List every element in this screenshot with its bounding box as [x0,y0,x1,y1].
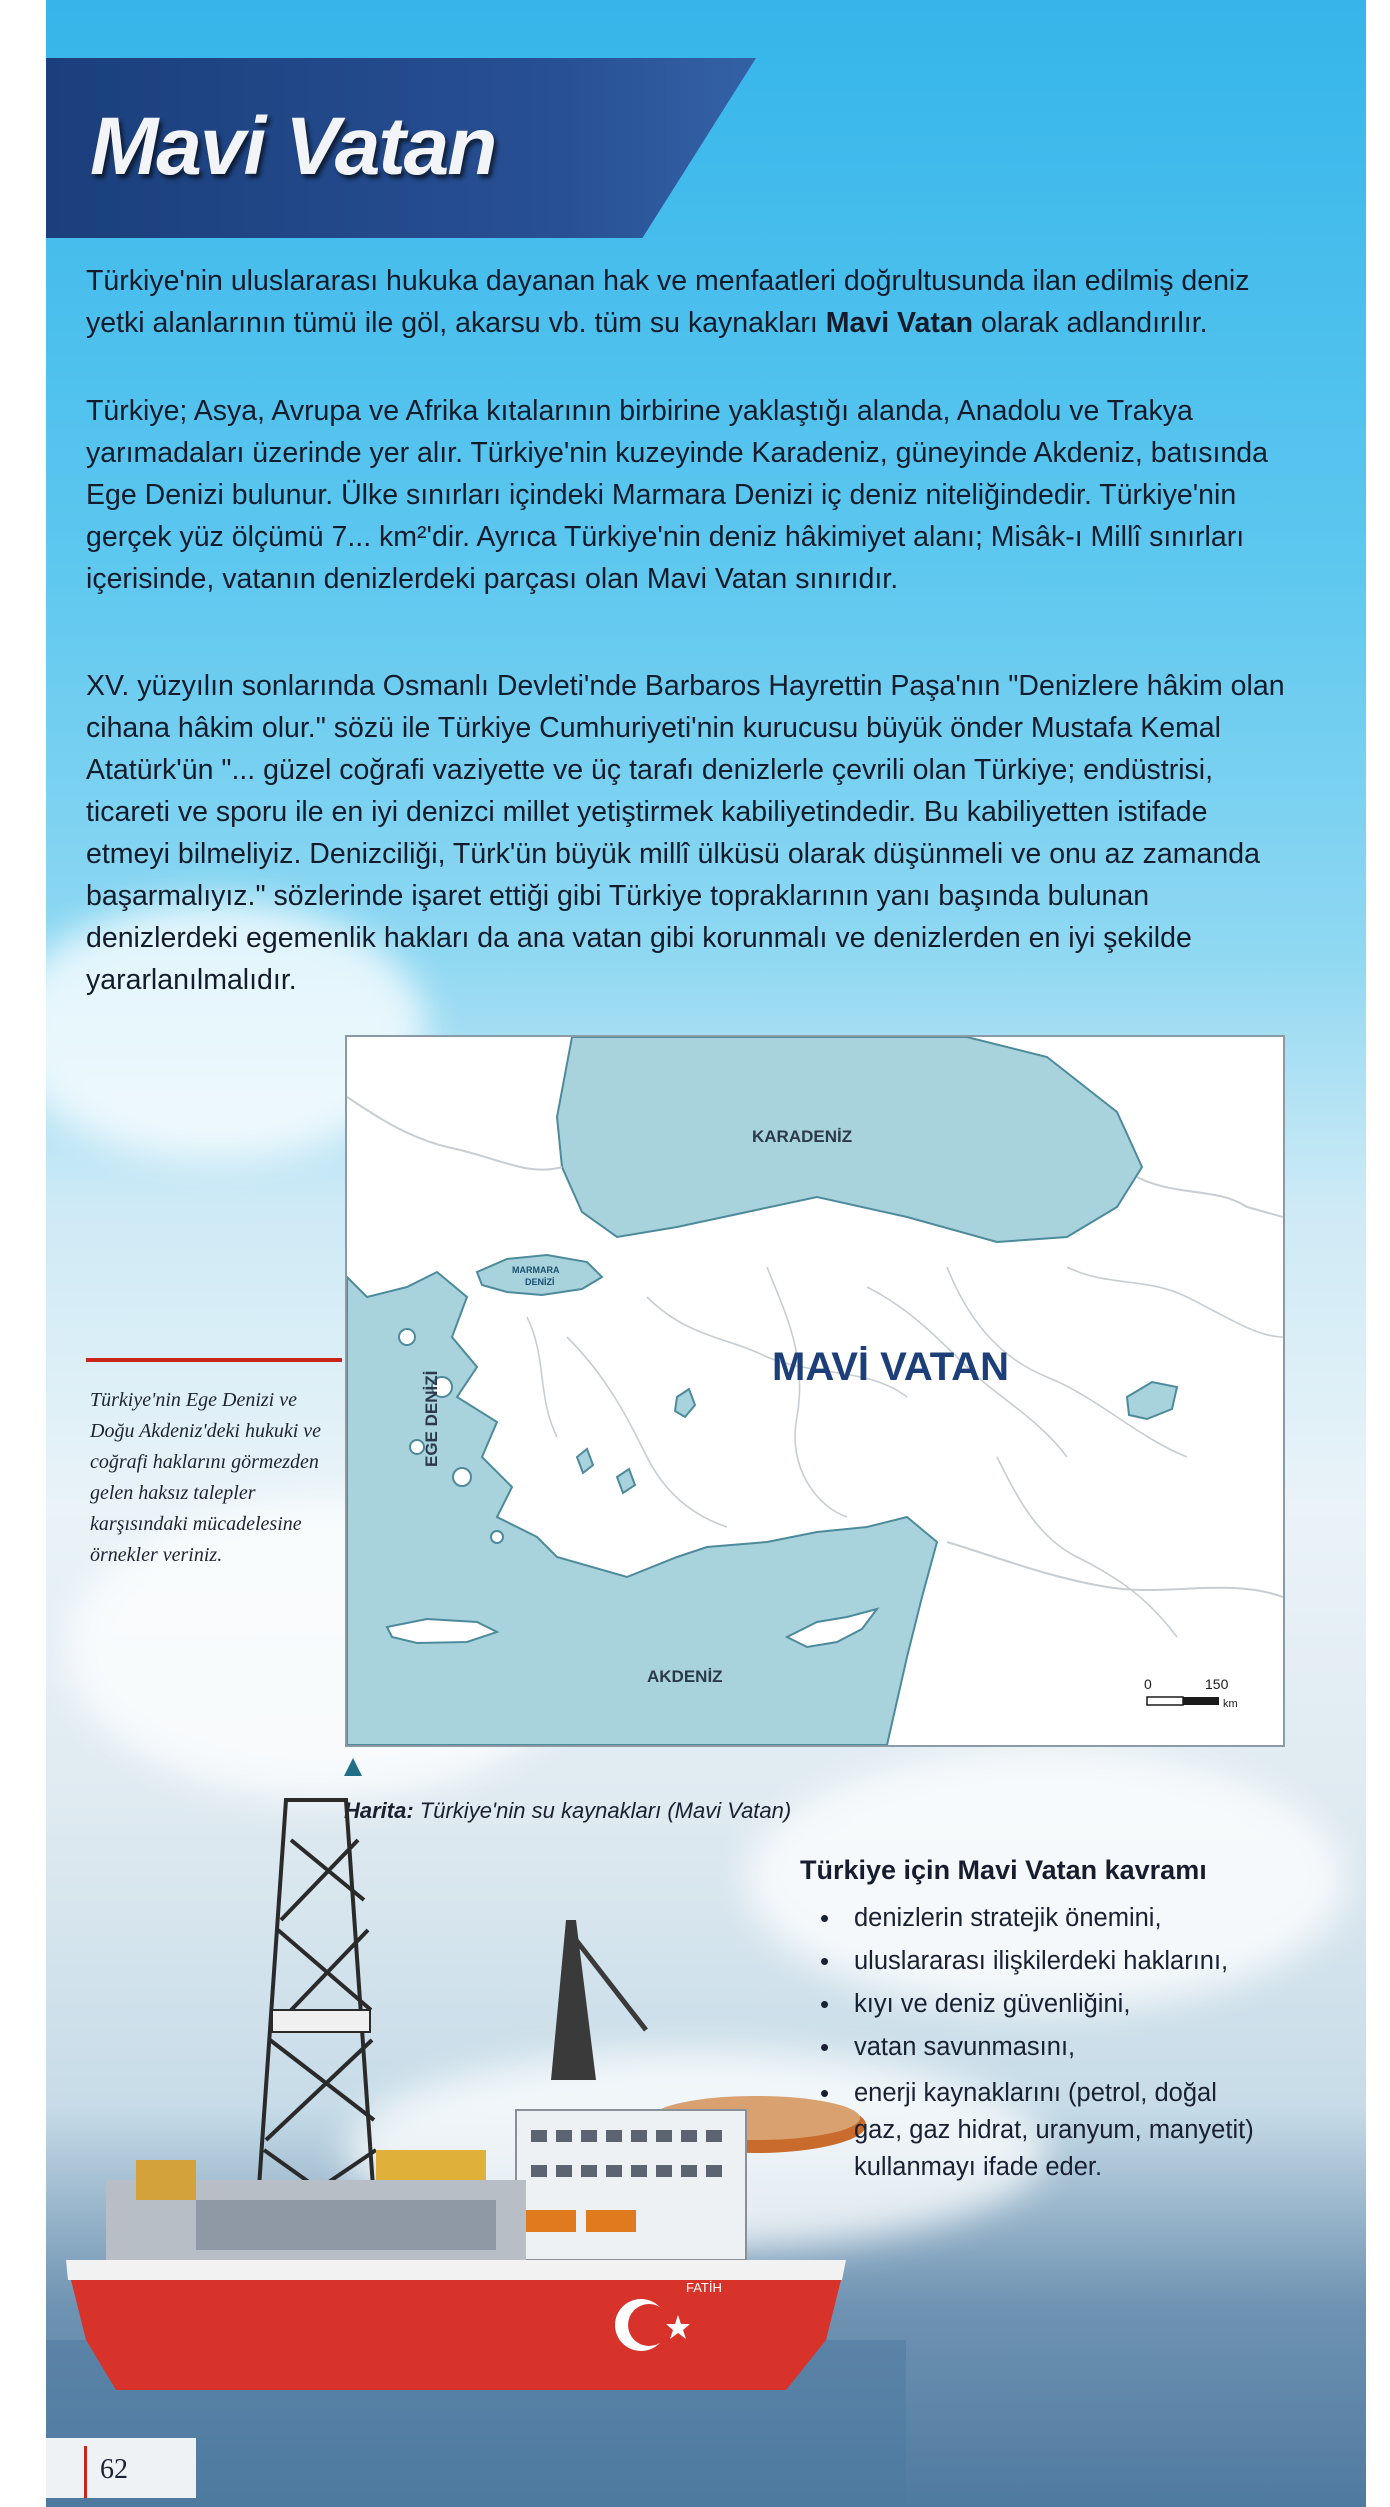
bullet-icon: • [820,1989,830,2019]
list-item-text: denizlerin stratejik önemini, [854,1904,1162,1932]
page-number: 62 [100,2454,128,2485]
paragraph-history: XV. yüzyılın sonlarında Osmanlı Devleti'nde Barbaros Hayrettin Paşa'nın "Denizlere hâkim olan cihana hâkim olur." sözü ile Türkiye Cumhuriyeti'nin kurucusu büyük önder Mustafa Kemal Atatürk'ün "... güzel coğrafi vaziyette ve üç tarafı denizlerle çevrili olan Türkiye; endüstrisi, ticareti ve sporu ile en iyi denizci millet yetiştirmek kabiliyetindedir. Bu kabiliyetten istifade etmeyi bilmeliyiz. Denizciliği, Türk'ün büyük millî ülküsü olarak düşünmeli ve onu az zamanda başarmalıyız." sözlerinde işaret ettiği gibi Türkiye topraklarının yanı başında bulunan denizlerdeki egemenlik hakları da ana vatan gibi korunmalı ve denizlerden en iyi şekilde yararlanılmalıdır. [86,670,1285,996]
concept-list [820,1897,1260,2186]
aegean-island [453,1468,471,1486]
map-svg [347,1037,1283,1745]
scale-zero: 0 [1144,1676,1152,1692]
list-item-text: kıyı ve deniz güvenliğini, [854,1990,1131,2018]
label-mavi-vatan: MAVİ VATAN [772,1345,1010,1389]
list-item [820,1897,1260,1940]
border-line [347,1097,562,1170]
bullet-icon: • [820,2078,830,2108]
ship-name: FATİH [686,2280,722,2295]
caption-triangle-icon [344,1758,362,1776]
scale-max: 150 [1205,1676,1229,1692]
drillship-svg [46,1780,906,2507]
list-item-text: vatan savunmasını, [854,2033,1076,2061]
map-caption-label: Harita: [344,1798,414,1823]
tuz-lake [675,1389,695,1417]
ege-akdeniz-water [347,1272,937,1745]
scale-unit: km [1223,1698,1238,1710]
list-item-text: enerji kaynaklarını (petrol, doğal gaz, gaz hidrat, uranyum, manyetit) kullanmayı ifade eder. [854,2079,1254,2181]
bullet-icon: • [820,2032,830,2062]
map-caption-text: Türkiye'nin su kaynakları (Mavi Vatan) [413,1798,792,1823]
label-marmara-1: MARMARA [512,1265,560,1275]
list-item [820,2026,1260,2069]
egirdir-lake [577,1449,593,1473]
beysehir-lake [617,1469,635,1493]
aegean-island [491,1531,503,1543]
label-ege: EGE DENİZİ [422,1370,441,1467]
right-margin [1366,0,1390,2507]
concept-title: Türkiye için Mavi Vatan kavramı [800,1855,1207,1885]
paragraph-definition-bold: Mavi Vatan [825,307,974,339]
paragraph-definition-b: olarak adlandırılır. [973,307,1208,339]
border-line [947,1542,1283,1597]
paragraph-geography: Türkiye; Asya, Avrupa ve Afrika kıtalarının birbirine yaklaştığı alanda, Anadolu ve Trakya yarımadaları üzerinde yer alır. Türkiye'nin kuzeyinde Karadeniz, güneyinde Akdeniz, batısında Ege Denizi bulunur. Ülke sınırları içindeki Marmara Denizi iç deniz niteliğindedir. Türkiye'nin gerçek yüz ölçümü 7... km²'dir. Ayrıca Türkiye'nin deniz hâkimiyet alanı; Misâk-ı Millî sınırları içerisinde, vatanın denizlerdeki parçası olan Mavi Vatan sınırıdır. [86,395,1269,595]
list-item [820,2075,1260,2186]
list-item-text: uluslararası ilişkilerdeki haklarını, [854,1947,1229,1975]
paragraph-definition-a: Türkiye'nin uluslararası hukuka dayanan hak ve menfaatleri doğrultusunda ilan edilmiş deniz yetki alanlarının tümü ile göl, akarsu vb. tüm su kaynakları [86,265,1250,339]
label-akdeniz: AKDENİZ [647,1667,723,1686]
aegean-island [399,1329,415,1345]
side-note-rule [86,1358,342,1362]
map-mavi-vatan [345,1035,1285,1747]
side-note-question: Türkiye'nin Ege Denizi ve Doğu Akdeniz'deki hukuki ve coğrafi haklarını görmezden gelen haksız talepler karşısındaki mücadelesine örnekler veriniz. [90,1389,322,1566]
scale-bar [1144,1676,1238,1710]
list-item [820,1940,1260,1983]
bullet-icon: • [820,1903,830,1933]
label-karadeniz: KARADENİZ [752,1127,853,1146]
page-number-rule [84,2446,87,2498]
marmara-water [477,1255,602,1295]
paragraph-definition [86,260,1296,344]
drillship-illustration [46,1780,906,2507]
van-lake [1127,1382,1177,1419]
list-item [820,1983,1260,2026]
border-line [1137,1177,1283,1217]
bullet-icon: • [820,1946,830,1976]
page-title: Mavi Vatan [90,101,496,192]
left-margin [0,0,46,2507]
label-marmara-2: DENİZİ [525,1277,555,1287]
